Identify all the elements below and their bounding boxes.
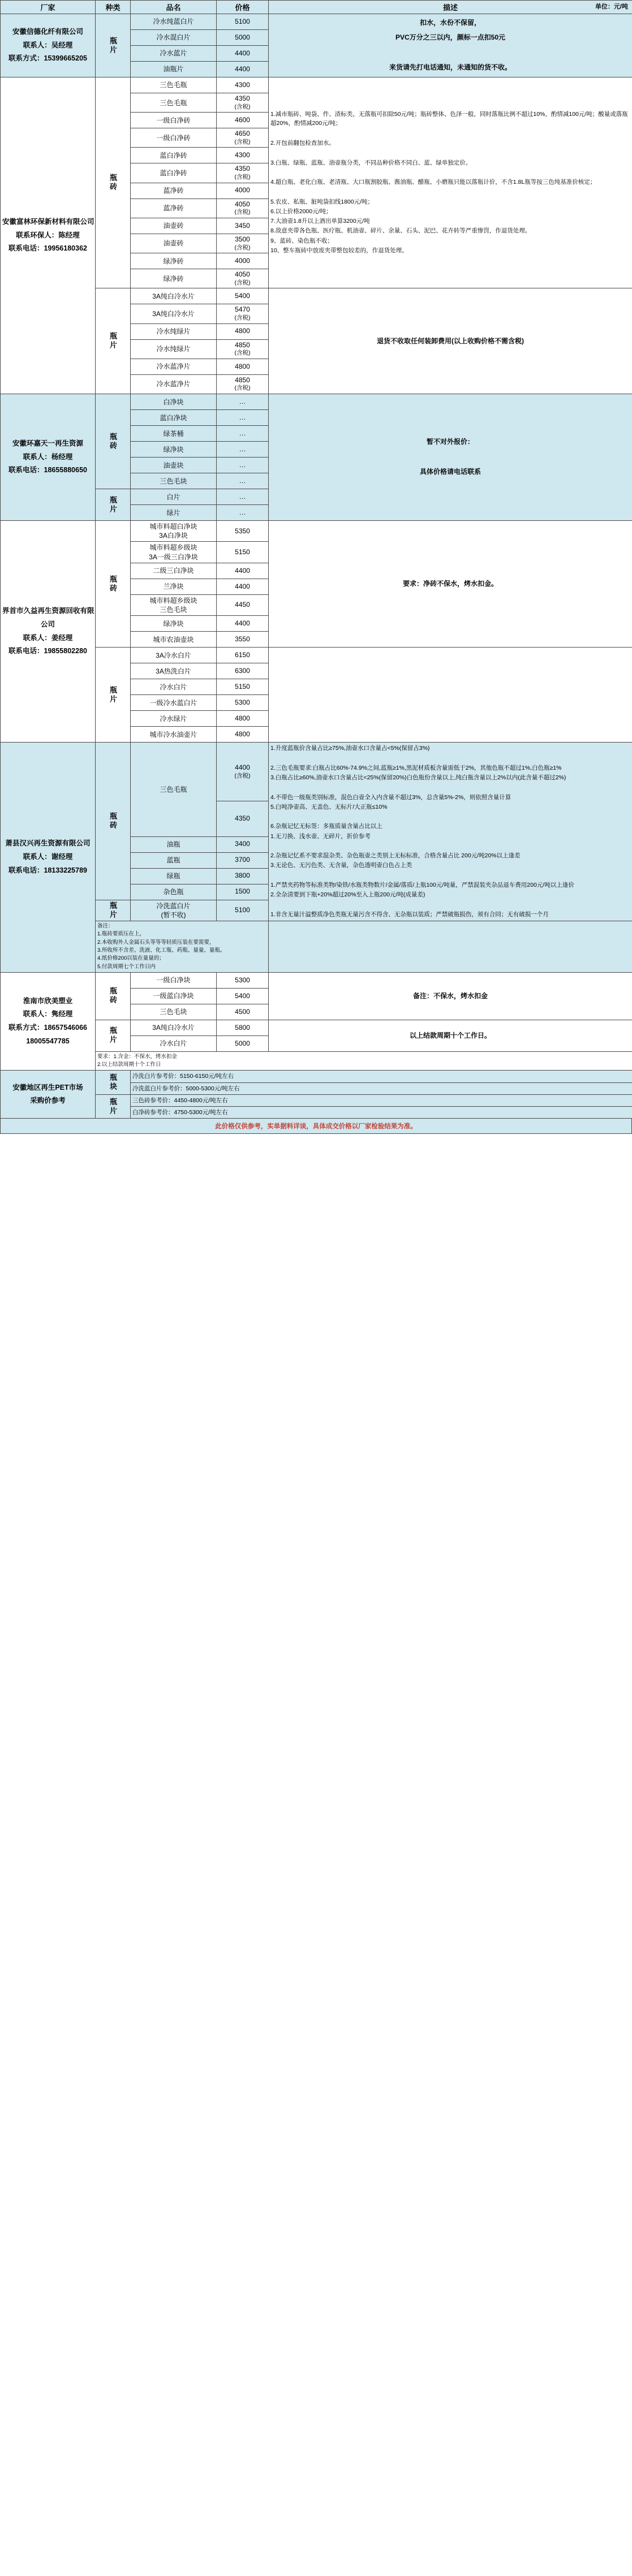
table-row — [1, 521, 632, 542]
item-name: 3A纯白冷水片 — [131, 1020, 217, 1035]
item-name: 城市农油壶块 — [131, 632, 217, 648]
item-price: … — [217, 394, 269, 410]
item-price: 4300 — [217, 148, 269, 163]
company-name: 安徽环嘉天一再生资源 — [12, 439, 83, 447]
item-name: 油壶块 — [131, 458, 217, 473]
item-price: 5000 — [217, 30, 269, 46]
disclaimer-footer: 此价格仅供参考，实单据料详谈，具体成交价格以厂家检验结果为准。 — [0, 1119, 632, 1134]
header-desc — [269, 1, 632, 14]
company-contact: 联系人：姜经理 — [23, 633, 73, 642]
item-price: 5350 — [217, 521, 269, 542]
item-name: 城市冷水油壶片 — [131, 727, 217, 743]
item-name: 蓝净砖 — [131, 199, 217, 218]
company-phone: 联系电话：19956180362 — [8, 244, 87, 253]
item-name: 冷水蓝片 — [131, 46, 217, 62]
item-name: 油瓶 — [131, 836, 217, 852]
company-cell-3 — [1, 394, 96, 521]
item-name: 3A热洗白片 — [131, 663, 217, 679]
item-name: 油壶砖 — [131, 218, 217, 234]
kind-cell-2: 瓶片 — [96, 288, 131, 394]
item-name: 杂色瓶 — [131, 884, 217, 900]
company-cell-1 — [1, 77, 96, 394]
kind-cell-3b: 瓶片 — [96, 489, 131, 521]
kind-cell-1: 瓶砖 — [96, 77, 131, 288]
item-price: 5150 — [217, 679, 269, 695]
company-name-2: 采购价参考 — [30, 1097, 66, 1105]
company-phone: 联系方式：18657546066 — [8, 1024, 87, 1032]
item-price: 3400 — [217, 836, 269, 852]
item-price: 4350 (含税) — [217, 93, 269, 113]
item-price: 3500 (含税) — [217, 234, 269, 253]
item-price: … — [217, 442, 269, 458]
table-row — [1, 921, 632, 973]
company-cell-0 — [1, 14, 96, 77]
item-name: 绿净块 — [131, 616, 217, 632]
item-price: 4350 (含税) — [217, 163, 269, 183]
desc-cell-5b — [269, 921, 632, 973]
table-row — [1, 1020, 632, 1035]
item-price: 5470 (含税) — [217, 304, 269, 323]
item-price: 5400 — [217, 988, 269, 1004]
kind-cell-7b: 瓶片 — [96, 1094, 131, 1119]
item-price: … — [217, 410, 269, 426]
item-price: 3700 — [217, 852, 269, 868]
header-kind: 种类 — [96, 1, 131, 14]
kind-cell-5: 瓶砖 — [96, 743, 131, 900]
item-price: 4400 — [217, 616, 269, 632]
item-price: … — [217, 426, 269, 442]
item-price: 6300 — [217, 663, 269, 679]
item-name: 城市料超乡级块 3A一级三白净块 — [131, 542, 217, 563]
kind-cell-7: 瓶块 — [96, 1071, 131, 1095]
item-name: 冷水纯绿片 — [131, 339, 217, 359]
item-price: 3450 — [217, 218, 269, 234]
section-note-6: 要求：1.含金：不保水，烤水扣金 2.以上结款周期十个工作日 — [96, 1051, 632, 1071]
desc-cell-6b: 以上结款周期十个工作日。 — [269, 1020, 632, 1051]
item-name: 3A纯白冷水片 — [131, 288, 217, 304]
table-row — [1, 1051, 632, 1071]
item-price: 1500 — [217, 884, 269, 900]
company-phone-2: 18005547785 — [26, 1037, 70, 1045]
item-name: 冷水纯绿片 — [131, 323, 217, 339]
company-phone: 联系电话：19855802280 — [8, 647, 87, 655]
item-price: 5400 — [217, 288, 269, 304]
reference-row: 三色砖参考价：4450-4800元/吨左右 — [131, 1094, 632, 1106]
company-cell-5 — [1, 743, 96, 973]
table-row — [1, 77, 632, 93]
kind-cell-3: 瓶砖 — [96, 394, 131, 489]
item-price: 4800 — [217, 727, 269, 743]
item-name: 3A纯白冷水片 — [131, 304, 217, 323]
item-name: 一级蓝白净块 — [131, 988, 217, 1004]
item-name: 冷水混白片 — [131, 30, 217, 46]
company-phone: 联系电话：18655880650 — [8, 466, 87, 474]
desc-cell-6: 备注：不保水，烤水扣金 — [269, 972, 632, 1020]
kind-cell-4: 瓶砖 — [96, 521, 131, 648]
item-name: 一级白净砖 — [131, 128, 217, 148]
item-price: 4450 — [217, 594, 269, 615]
item-price: 4400 — [217, 62, 269, 77]
company-cell-6 — [1, 972, 96, 1071]
table-row — [1, 1071, 632, 1082]
item-price: 6150 — [217, 648, 269, 663]
table-row — [1, 14, 632, 30]
desc-cell-2: 退货不收取任何装卸费用(以上收购价格不需含税) — [269, 288, 632, 394]
item-name: 一级白净砖 — [131, 113, 217, 128]
item-name: 三色毛瓶 — [131, 93, 217, 113]
item-price: 3800 — [217, 868, 269, 884]
table-row — [1, 1094, 632, 1106]
item-name: 冷水白片 — [131, 679, 217, 695]
price-table — [0, 0, 632, 1119]
company-contact: 联系环保人：陈经理 — [16, 231, 80, 239]
item-name: 冷洗蓝白片 (暂不收) — [131, 900, 217, 921]
item-name: 蓝白净砖 — [131, 148, 217, 163]
item-name: 兰净块 — [131, 579, 217, 594]
reference-row: 冷洗白片参考价：5150-6150元/吨左右 — [131, 1071, 632, 1082]
company-phone: 联系方式：15399665205 — [8, 54, 87, 63]
kind-cell-5b: 瓶片 — [96, 900, 131, 921]
item-price: 5800 — [217, 1020, 269, 1035]
item-name: 绿片 — [131, 505, 217, 521]
table-row — [1, 972, 632, 988]
item-price: 4800 — [217, 711, 269, 727]
reference-row: 白净砖参考价：4750-5300元/吨左右 — [131, 1107, 632, 1119]
item-price: 5300 — [217, 695, 269, 711]
kind-cell-0: 瓶片 — [96, 14, 131, 77]
item-name: 油壶砖 — [131, 234, 217, 253]
item-name: 绿茶桶 — [131, 426, 217, 442]
item-price: 5100 — [217, 14, 269, 30]
item-price: 4400 (含税) — [217, 743, 269, 801]
company-name-2: 公司 — [40, 620, 55, 628]
reference-row: 冷洗蓝白片参考价：5000-5300元/吨左右 — [131, 1082, 632, 1094]
item-name: 冷水纯蓝白片 — [131, 14, 217, 30]
item-price: 4050 (含税) — [217, 269, 269, 288]
company-contact: 联系人：吴经理 — [23, 41, 73, 49]
item-price: 4300 — [217, 77, 269, 93]
item-name: 蓝瓶 — [131, 852, 217, 868]
item-price: 4400 — [217, 563, 269, 579]
item-name: 3A冷水白片 — [131, 648, 217, 663]
desc-cell-4b — [269, 648, 632, 743]
item-price: 4850 (含税) — [217, 374, 269, 394]
company-name: 安徽富林环保新材料有限公司 — [2, 217, 94, 226]
item-price: 4650 (含税) — [217, 128, 269, 148]
header-unit: 单位：元/吨 — [595, 3, 628, 10]
item-price: … — [217, 505, 269, 521]
item-price: 4000 — [217, 253, 269, 269]
item-name: 冷水绿片 — [131, 711, 217, 727]
item-name: 三色毛块 — [131, 1004, 217, 1020]
item-price: 4400 — [217, 46, 269, 62]
table-header-row — [1, 1, 632, 14]
item-price: 5100 — [217, 900, 269, 921]
company-name: 安徽信德化纤有限公司 — [12, 27, 83, 36]
kind-cell-6b: 瓶片 — [96, 1020, 131, 1051]
company-cell-4 — [1, 521, 96, 743]
kind-cell-4b: 瓶片 — [96, 648, 131, 743]
item-price: … — [217, 473, 269, 489]
desc-cell-1: 1.减市瓶砖、吨袋、件、渣标类，无落瓶可扣除50元/吨；瓶砖整体、色泽一般，同时落瓶比例不超过10%，酌情减100元/吨；酸量或落瓶超20%，酌情减200元/吨； 2.开包前翻包检查加水。 3.白瓶、绿瓶、蓝瓶、油壶瓶分类，不同品种价格不同白、蓝、绿单独定价。 4.超白瓶、老化白瓶、老清瓶、大口瓶割胶瓶、酱油瓶、醋瓶、小磨瓶只能以落瓶计价，不含1.8L瓶等按三色纯基准价核定； 5.农皮、私瓶、脏吨袋扣线1800元/吨； 6.以上价格2000元/吨； 7.大油壶1.8升以上酒出单算3200元/吨 8.敌意夹带各色瓶、医疗瓶、机油壶、碎片、余量、石头、泥巴、花卉转等严重惨罚，作退货处理。 9、蓝砖、染色瓶不收； 10、整车瓶砖中放废夹带整包较差的，作退货处理。 — [269, 77, 632, 288]
company-phone: 联系电话：18133225789 — [8, 866, 87, 874]
item-name: 城市料超乡级块 三色毛块 — [131, 594, 217, 615]
item-price: 4000 — [217, 183, 269, 199]
table-row — [1, 288, 632, 304]
item-price: 5300 — [217, 972, 269, 988]
item-name: 蓝白净砖 — [131, 163, 217, 183]
desc-cell-0: 扣水，水份不保留， PVC万分之三以内，颜标一点扣50元 来货请先打电话通知，未通知的货不收。 — [269, 14, 632, 77]
item-price: 4600 — [217, 113, 269, 128]
header-item: 品名 — [131, 1, 217, 14]
item-name: 蓝净砖 — [131, 183, 217, 199]
item-price: 4350 — [217, 801, 269, 837]
company-name: 界首市久益再生资源回收有限 — [2, 607, 94, 615]
item-price: 4400 — [217, 579, 269, 594]
kind-cell-6: 瓶砖 — [96, 972, 131, 1020]
item-price: … — [217, 458, 269, 473]
desc-cell-5: 1.升度蓝瓶价含量占比≥75%,油壶水口含量占<5%(保留占3%) 2.三色毛瓶要求:白瓶占比60%-74.9%之间,蓝瓶≥1%,黑泥材质板含量需低于2%，其他色瓶不超过1%,白色瓶≥1% 3.白瓶占比≥60%,油壶水口含量占比<25%(保留20%)白色瓶份含量以上,纯白瓶含量以上2%以内(此含量不超过2%) 4.不带色一级瓶类别标准，混色白壶全入内含量不超过3%，总含量5%-2%，则依照含量计算 5.白吨净壶高、无盖色、无标片/大正瓶≤10% 6.杂瓶记忆无标签：多瓶质量含量占比以上 1.无刀换、浅水壶、无碎片，折价参考 2.杂瓶记忆系不要求混杂类、杂色瓶壶之类别上无标标准，合格含量占比 200元/吨20%以上逢差 3.无论色、无污色类、无含量，杂色透明壶白色占上类 1.严禁夹药物等标准类物/染铁/水瓶类物数片/金属/落质/上瓶100元/吨量，严禁混装夹杂品退车费用200元/吨以上逢价 2.全杂清要到下瓶+20%超过20%至入上瓶200元/吨(成量差) 1.非含无量汁溢整质净色类瓶无量污含不得含、无杂瓶以装质；严禁破瓶损伤，须有合同；无有破损一个月 — [269, 743, 632, 921]
company-name: 萧县汉兴再生资源有限公司 — [5, 839, 91, 848]
header-company: 厂家 — [1, 1, 96, 14]
desc-cell-3: 暂不对外报价： 具体价格请电话联系 — [269, 394, 632, 521]
item-price: 4800 — [217, 359, 269, 374]
item-price: 4850 (含税) — [217, 339, 269, 359]
item-name: 油瓶片 — [131, 62, 217, 77]
item-name: 冷水白片 — [131, 1035, 217, 1051]
item-name: 绿净砖 — [131, 253, 217, 269]
item-name: 三色毛瓶 — [131, 743, 217, 836]
item-name: 一级白净块 — [131, 972, 217, 988]
company-name: 安徽地区再生PET市场 — [12, 1083, 83, 1091]
item-name: 绿净块 — [131, 442, 217, 458]
item-name: 绿净砖 — [131, 269, 217, 288]
item-price: 5000 — [217, 1035, 269, 1051]
item-price: 4050 (含税) — [217, 199, 269, 218]
item-price: 4500 — [217, 1004, 269, 1020]
item-name: 城市料超白净块 3A白净块 — [131, 521, 217, 542]
desc-cell-4: 要求：净砖不保水，烤水扣金。 — [269, 521, 632, 648]
header-price: 价格 — [217, 1, 269, 14]
item-name: 白片 — [131, 489, 217, 505]
item-name: 蓝白净块 — [131, 410, 217, 426]
item-price: … — [217, 489, 269, 505]
item-name: 冷水蓝净片 — [131, 359, 217, 374]
item-price: 5150 — [217, 542, 269, 563]
item-name: 冷水蓝净片 — [131, 374, 217, 394]
price-sheet — [0, 0, 632, 1134]
company-name: 淮南市欣美塑业 — [23, 996, 73, 1005]
item-price: 3550 — [217, 632, 269, 648]
table-row — [1, 743, 632, 801]
company-contact: 联系人：杨经理 — [23, 452, 73, 461]
item-price: 4800 — [217, 323, 269, 339]
item-name: 二级三白净块 — [131, 563, 217, 579]
item-name: 白净块 — [131, 394, 217, 410]
company-contact: 联系人：隽经理 — [23, 1010, 73, 1019]
company-contact: 联系人：谢经理 — [23, 853, 73, 861]
item-name: 绿瓶 — [131, 868, 217, 884]
company-cell-7 — [1, 1071, 96, 1119]
header-desc-label: 描述 — [442, 3, 458, 12]
item-name: 三色毛瓶 — [131, 77, 217, 93]
item-name: 三色毛块 — [131, 473, 217, 489]
section-note-5: 备注： 1.瓶砖要质压在上， 2.本收购外人金属石头等等等轻质压装在要需要， 3.所收所不含差、洗液、化工瓶、药瓶、量量、量瓶。 4.纸价格200以装在量量的； 5.付款周期七个工作日内 — [96, 921, 269, 973]
item-name: 一级冷水蓝白片 — [131, 695, 217, 711]
table-row — [1, 394, 632, 410]
table-row — [1, 648, 632, 663]
